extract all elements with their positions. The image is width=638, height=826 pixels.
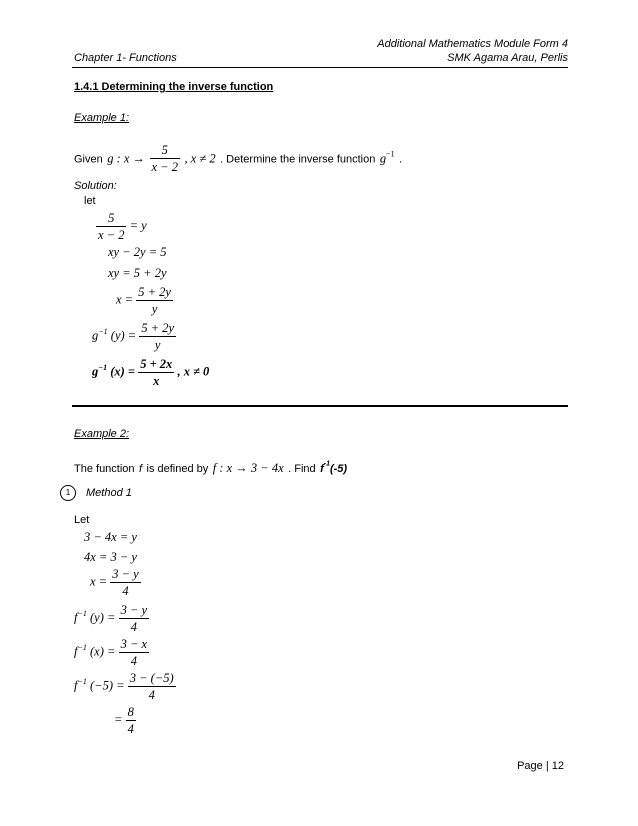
given-end: . [399,153,403,166]
module-title: Additional Mathematics Module Form 4 [377,38,568,50]
ex2-line6-den: 4 [148,688,155,702]
author-name: SMK Agama Arau, Perlis [447,52,568,64]
stmt-target: f [320,463,324,475]
ex2-line4-den: 4 [130,620,137,634]
stmt-f: f [139,463,143,475]
method-number-badge: 1 [60,485,76,501]
ex1-line4-lhs: x = [116,292,134,307]
ex1-line1-num: 5 [96,210,126,227]
ex2-line4-frac [119,602,149,635]
stmt-map: f : x → 3 − 4x [212,461,284,475]
given-cond: , x ≠ 2 [184,151,216,166]
section-title: 1.4.1 Determining the inverse function [74,81,274,93]
ex1-line6-den: x [153,374,160,388]
stmt-target-sup: -1 [323,460,330,468]
ex2-line3-num: 3 − y [112,567,139,581]
ex2-line7-num: 8 [127,705,134,719]
ex2-line7-lhs: = [114,712,123,727]
given-suffix: . Determine the inverse function [220,153,376,166]
ex2-line5-sup: −1 [77,643,87,653]
ex1-line1-frac [96,210,126,243]
ex2-line4-sup: −1 [77,609,87,619]
ex2-line3-den: 4 [122,584,129,598]
ex1-line1-den: x − 2 [98,228,125,242]
ex2-line7-den: 4 [127,722,134,736]
given-func: g : x → [107,151,146,166]
ex2-line6-sup: −1 [77,677,87,687]
ex2-line5-num: 3 − x [120,637,148,651]
ex1-line5-frac [139,320,176,353]
ex2-line5-frac [119,636,149,669]
let-label: let [84,195,96,207]
ex2-line6 [74,670,176,703]
given-den: x − 2 [151,160,178,174]
ex1-line4-den: y [151,302,158,316]
ex1-line5-lhs: g [92,328,99,343]
example2-label: Example 2: [74,428,130,440]
ex1-line6-arg: (x) = [110,364,136,379]
ex2-line3-lhs: x = [90,574,108,589]
given-prefix: Given [74,153,103,166]
ex1-line5-num: 5 + 2y [141,321,175,335]
let-label-2: Let [74,514,90,526]
ex1-line6 [92,356,209,389]
ex2-line5 [74,636,149,669]
ex1-line4 [116,284,173,317]
ex1-line4-frac [136,284,173,317]
example2-statement [74,459,347,477]
ex2-line4-arg: (y) = [90,610,116,625]
ex2-line2: 4x = 3 − y [84,550,137,564]
ex1-line4-num: 5 + 2y [138,285,171,299]
ex2-line6-num: 3 − (−5) [129,671,174,685]
ex1-line1-rhs: = y [129,218,147,233]
ex1-line1 [96,210,147,243]
ex1-line5-sup: −1 [98,327,108,337]
ex1-line5-arg: (y) = [110,328,137,343]
ex2-line7 [114,704,136,737]
ex1-line2: xy − 2y = 5 [108,245,167,259]
ex2-line5-den: 4 [130,654,137,668]
example1-statement [74,142,402,175]
stmt-find: . Find [288,463,316,475]
stmt-arg: (-5) [329,463,348,475]
ex2-line4-lhs: f [74,610,78,625]
ex2-line4-num: 3 − y [120,603,148,617]
stmt-prefix: The function [74,463,135,475]
example1-label: Example 1: [74,112,130,124]
ex2-line6-arg: (−5) = [90,678,125,693]
ex2-line6-lhs: f [74,678,78,693]
ex2-line3-frac [110,566,140,599]
page-number: Page | 12 [517,760,564,772]
ex1-line5 [92,320,176,353]
given-fraction [150,142,180,175]
ex1-line6-sup: −1 [98,363,108,373]
ex2-line5-lhs: f [74,644,78,659]
given-target: g [379,151,387,166]
solution-label: Solution: [74,180,117,192]
given-target-sup: −1 [386,149,395,159]
method-label: Method 1 [86,487,132,499]
ex1-line6-num: 5 + 2x [140,357,173,371]
ex1-line5-den: y [154,338,161,352]
ex2-line3 [90,566,141,599]
ex2-line7-frac [126,704,136,737]
ex1-line6-frac [138,356,174,389]
ex1-line6-lhs: g [92,364,99,379]
ex2-line1: 3 − 4x = y [84,530,137,544]
ex1-line6-cond: , x ≠ 0 [177,364,210,379]
section-divider [72,405,568,407]
given-num: 5 [150,142,180,159]
chapter-title: Chapter 1- Functions [74,52,177,64]
header-rule [72,67,568,68]
ex2-line4 [74,602,149,635]
ex2-line5-arg: (x) = [90,644,116,659]
ex1-line3: xy = 5 + 2y [108,266,167,280]
stmt-mid: is defined by [146,463,209,475]
ex2-line6-frac [128,670,176,703]
